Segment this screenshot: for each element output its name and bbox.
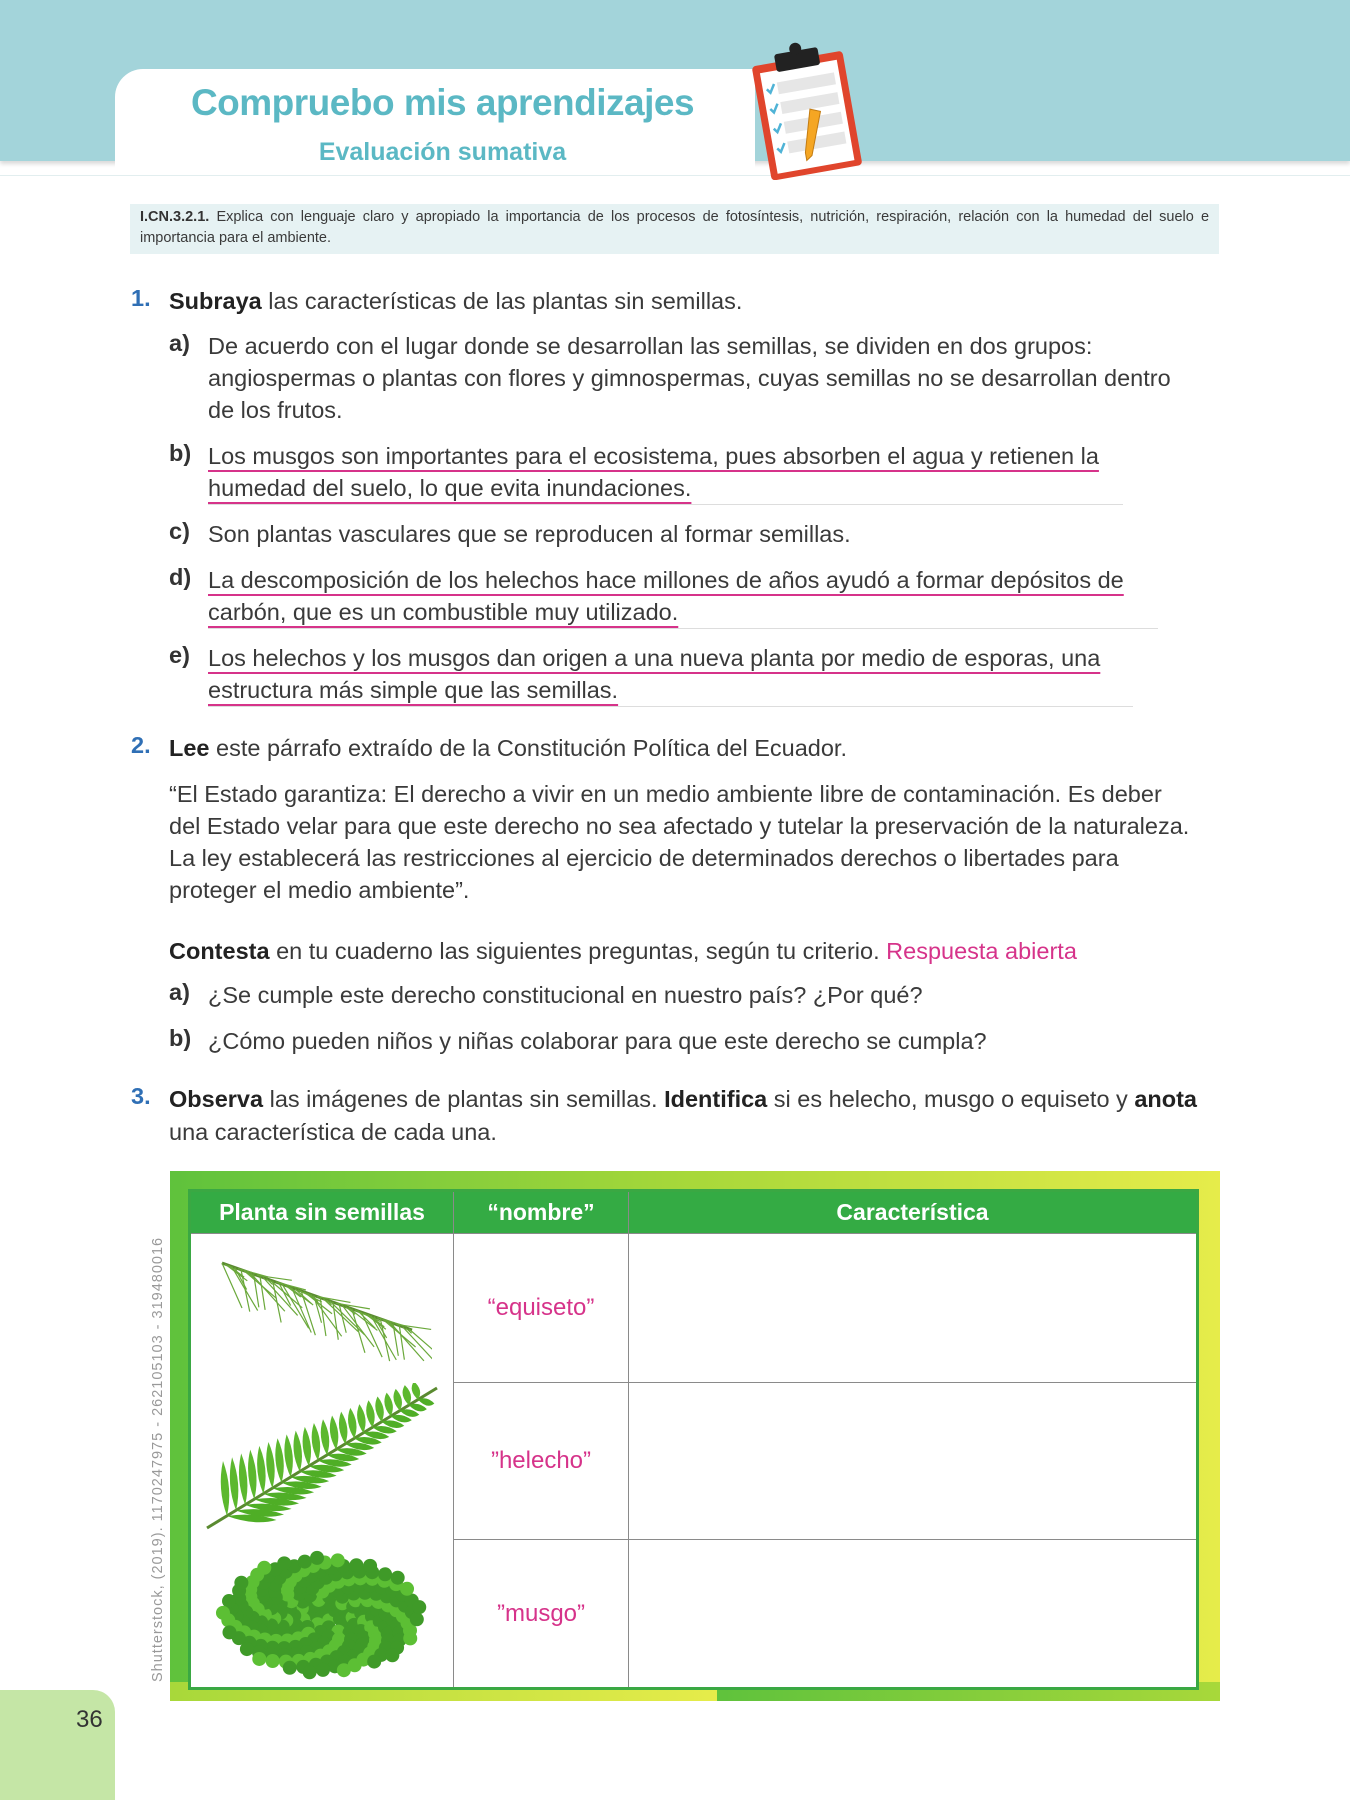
header-plant: Planta sin semillas <box>190 1191 454 1234</box>
underlined-text: Los musgos son importantes para el ecosistema, pues absorben el agua y retienen la <box>208 443 1099 469</box>
quote-line: La ley establecerá las restricciones al ejercicio de determinados derechos o libertades para <box>169 845 1119 871</box>
item-text: de los frutos. <box>208 397 343 423</box>
table-row <box>190 1383 1198 1540</box>
question-1-prompt: Subraya las características de las plantas sin semillas. <box>169 288 743 314</box>
learning-standard: I.CN.3.2.1. Explica con lenguaje claro y apropiado la importancia de los procesos de fotosíntesis, nutrición, respiración, relación con la humedad del suelo e importancia para el ambiente. <box>130 204 1219 254</box>
item-letter: b) <box>169 440 192 466</box>
underlined-text: Los helechos y los musgos dan origen a una nueva planta por medio de esporas, una <box>208 645 1101 671</box>
characteristic-cell[interactable] <box>629 1540 1198 1689</box>
item-text: ¿Se cumple este derecho constitucional en nuestro país? ¿Por qué? <box>208 982 923 1008</box>
table-header-row <box>190 1191 1198 1234</box>
question-3-prompt: Observa las imágenes de plantas sin semillas. Identifica si es helecho, musgo o equiseto y anota <box>169 1086 1198 1112</box>
clipboard-icon <box>740 40 870 180</box>
underlined-text: humedad del suelo, lo que evita inundaciones. <box>208 475 692 501</box>
characteristic-cell[interactable] <box>629 1383 1198 1540</box>
item-text: ¿Cómo pueden niños y niñas colaborar para que este derecho se cumpla? <box>208 1028 987 1054</box>
table-row <box>190 1540 1198 1689</box>
question-1-number: 1. <box>131 285 151 311</box>
underlined-text: estructura más simple que las semillas. <box>208 677 619 703</box>
page-subtitle: Evaluación sumativa <box>318 138 567 166</box>
header-name: “nombre” <box>454 1191 629 1234</box>
item-letter: c) <box>169 518 190 544</box>
plants-table <box>188 1189 1199 1690</box>
answer-line <box>208 504 1123 505</box>
horsetail-image <box>190 1234 454 1383</box>
question-2-prompt: Lee este párrafo extraído de la Constitución Política del Ecuador. <box>169 735 847 761</box>
moss-image <box>190 1540 454 1689</box>
question-2-number: 2. <box>131 732 151 758</box>
item-text: angiospermas o plantas con flores y gimnospermas, cuyas semillas no se desarrollan dentro <box>208 365 1171 391</box>
item-letter: a) <box>169 979 190 1005</box>
plant-name: “equiseto” <box>454 1234 629 1383</box>
item-letter: d) <box>169 564 192 590</box>
question-3-number: 3. <box>131 1083 151 1109</box>
item-letter: b) <box>169 1025 192 1051</box>
image-credit: Shutterstock, (2019). 1170247975 - 262105103 - 319480016 <box>150 1236 166 1682</box>
header-characteristic: Característica <box>629 1191 1198 1234</box>
divider <box>0 175 1350 176</box>
characteristic-cell[interactable] <box>629 1234 1198 1383</box>
underlined-text: carbón, que es un combustible muy utilizado. <box>208 599 679 625</box>
underlined-text: La descomposición de los helechos hace millones de años ayudó a formar depósitos de <box>208 567 1124 593</box>
quote-line: del Estado velar para que este derecho no sea afectado y tutelar la preservación de la naturaleza. <box>169 813 1190 839</box>
item-letter: e) <box>169 642 190 668</box>
question-3-prompt-line2: una característica de cada una. <box>169 1119 497 1145</box>
quote-line: proteger el medio ambiente”. <box>169 877 470 903</box>
answer-line <box>208 628 1158 629</box>
contesta-prompt: Contesta en tu cuaderno las siguientes preguntas, según tu criterio. Respuesta abierta <box>169 938 1077 964</box>
page-title: Compruebo mis aprendizajes <box>190 82 695 123</box>
page-number: 36 <box>76 1706 103 1733</box>
item-text: Son plantas vasculares que se reproducen al formar semillas. <box>208 521 851 547</box>
item-text: De acuerdo con el lugar donde se desarrollan las semillas, se dividen en dos grupos: <box>208 333 1093 359</box>
table-row <box>190 1234 1198 1383</box>
fern-image <box>190 1383 454 1540</box>
plant-name: ”musgo” <box>454 1540 629 1689</box>
item-letter: a) <box>169 330 190 356</box>
answer-line <box>208 706 1133 707</box>
plant-name: ”helecho” <box>454 1383 629 1540</box>
quote-line: “El Estado garantiza: El derecho a vivir en un medio ambiente libre de contaminación. Es deber <box>169 781 1162 807</box>
